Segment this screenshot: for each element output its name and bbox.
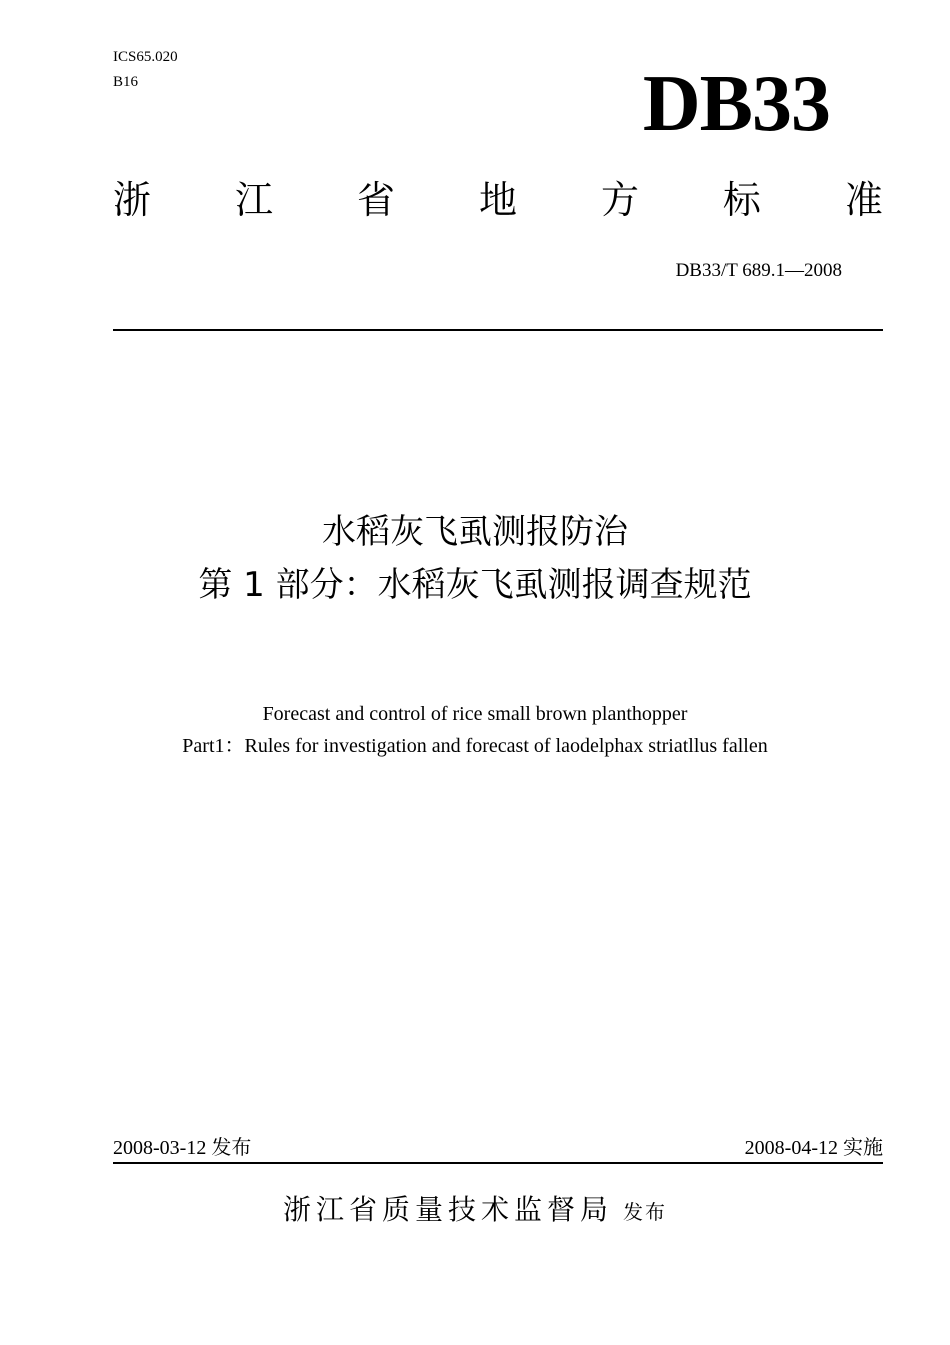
issue-date: 2008-03-12 发布 bbox=[113, 1137, 252, 1159]
bottom-divider bbox=[113, 1162, 883, 1164]
standard-number: DB33/T 689.1—2008 bbox=[675, 260, 842, 281]
implementation-date: 2008-04-12 实施 bbox=[744, 1137, 883, 1159]
issuer-name: 浙江省质量技术监督局 bbox=[282, 1193, 613, 1226]
standard-type-char: 准 bbox=[844, 178, 883, 222]
standard-type-char: 江 bbox=[234, 178, 273, 222]
standard-type-char: 省 bbox=[356, 178, 395, 222]
standard-type-char: 标 bbox=[722, 178, 761, 222]
standard-type-char: 地 bbox=[478, 178, 517, 222]
standard-type-char: 浙 bbox=[113, 178, 152, 222]
classification-code: B16 bbox=[113, 74, 139, 90]
standard-type-char: 方 bbox=[600, 178, 639, 222]
english-title-line-2: Part1：Rules for investigation and forecast of laodelphax striatllus fallen bbox=[182, 735, 768, 757]
english-title-line-1: Forecast and control of rice small brown planthopper bbox=[262, 703, 688, 725]
issuer-suffix: 发布 bbox=[623, 1200, 667, 1224]
standard-type bbox=[113, 175, 883, 225]
chinese-title-line-2: 第 1 部分：水稻灰飞虱测报调查规范 bbox=[198, 565, 752, 605]
standard-logo: DB33 bbox=[642, 60, 830, 148]
ics-code: ICS65.020 bbox=[113, 49, 178, 65]
issuer-line bbox=[0, 1190, 950, 1232]
top-divider bbox=[113, 329, 883, 331]
chinese-title-line-1: 水稻灰飞虱测报防治 bbox=[322, 512, 628, 552]
